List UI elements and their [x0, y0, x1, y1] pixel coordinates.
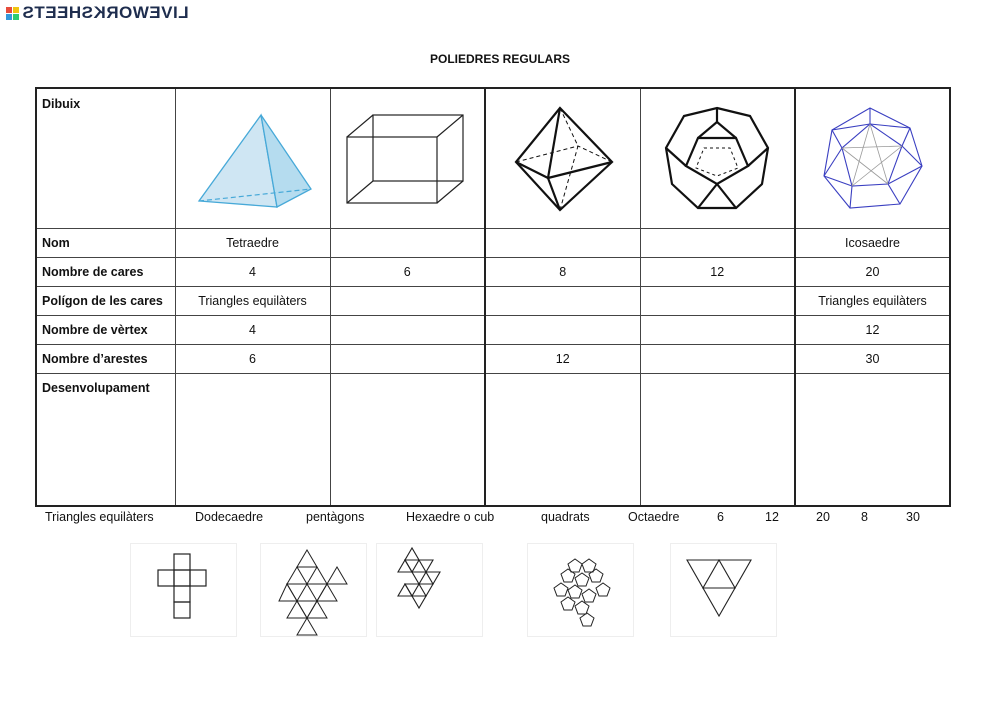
polygon-row: [36, 287, 950, 316]
edges-cell-5[interactable]: 30: [795, 345, 950, 374]
word-option[interactable]: 20: [816, 510, 830, 524]
vertices-row: [36, 316, 950, 345]
dodecahedron-cell: [640, 88, 795, 229]
dodecahedron-net-card[interactable]: [527, 543, 634, 637]
logo-text: LIVEWORKSHEETS: [22, 3, 189, 22]
name-cell-4[interactable]: [640, 229, 795, 258]
drawing-row: [36, 88, 950, 229]
word-option[interactable]: quadrats: [541, 510, 590, 524]
polygon-cell-3[interactable]: [485, 287, 640, 316]
word-option[interactable]: 12: [765, 510, 779, 524]
edges-label: Nombre d’arestes: [36, 345, 175, 374]
vertices-label: Nombre de vèrtex: [36, 316, 175, 345]
word-option[interactable]: Triangles equilàters: [45, 510, 154, 524]
net-drop-4[interactable]: [640, 374, 795, 507]
octahedron-net-icon: [377, 544, 482, 636]
polygon-cell-2[interactable]: [330, 287, 485, 316]
polygon-cell-4[interactable]: [640, 287, 795, 316]
icosahedron-cell: [795, 88, 950, 229]
word-option[interactable]: pentàgons: [306, 510, 365, 524]
name-cell-3[interactable]: [485, 229, 640, 258]
net-row: [36, 374, 950, 507]
tetrahedron-net-icon: [671, 544, 776, 636]
icosahedron-icon: [818, 104, 928, 214]
faces-cell-5[interactable]: 20: [795, 258, 950, 287]
dodecahedron-icon: [662, 104, 772, 214]
name-row: [36, 229, 950, 258]
word-option[interactable]: 30: [906, 510, 920, 524]
icosahedron-net-card[interactable]: [260, 543, 367, 637]
net-label: Desenvolupament: [36, 374, 175, 507]
icosahedron-net-icon: [261, 544, 366, 636]
polyhedra-table: [35, 87, 951, 507]
word-option[interactable]: 6: [717, 510, 724, 524]
dodecahedron-net-icon: [528, 544, 633, 636]
octahedron-net-card[interactable]: [376, 543, 483, 637]
faces-cell-3[interactable]: 8: [485, 258, 640, 287]
word-bank: [0, 510, 1000, 526]
faces-cell-2[interactable]: 6: [330, 258, 485, 287]
page-title: POLIEDRES REGULARS: [429, 52, 570, 66]
name-label: Nom: [36, 229, 175, 258]
vertices-cell-1[interactable]: 4: [175, 316, 330, 345]
edges-cell-1[interactable]: 6: [175, 345, 330, 374]
polygon-cell-5[interactable]: Triangles equilàters: [795, 287, 950, 316]
tetrahedron-cell: [175, 88, 330, 229]
faces-label: Nombre de cares: [36, 258, 175, 287]
tetrahedron-icon: [193, 109, 313, 209]
cube-icon: [337, 109, 477, 209]
edges-cell-2[interactable]: [330, 345, 485, 374]
word-option[interactable]: Dodecaedre: [195, 510, 264, 524]
edges-cell-3[interactable]: 12: [485, 345, 640, 374]
net-drop-5[interactable]: [795, 374, 950, 507]
octahedron-icon: [508, 104, 618, 214]
vertices-cell-3[interactable]: [485, 316, 640, 345]
name-cell-2[interactable]: [330, 229, 485, 258]
drawing-label: Dibuix: [36, 88, 175, 229]
polygon-cell-1[interactable]: Triangles equilàters: [175, 287, 330, 316]
logo-mark-icon: [6, 7, 19, 20]
liveworksheets-logo: [6, 4, 189, 22]
vertices-cell-2[interactable]: [330, 316, 485, 345]
word-option[interactable]: 8: [861, 510, 868, 524]
word-option[interactable]: Octaedre: [628, 510, 680, 524]
faces-row: [36, 258, 950, 287]
name-cell-1[interactable]: Tetraedre: [175, 229, 330, 258]
faces-cell-1[interactable]: 4: [175, 258, 330, 287]
cube-net-icon: [131, 544, 236, 636]
vertices-cell-5[interactable]: 12: [795, 316, 950, 345]
name-cell-5[interactable]: Icosaedre: [795, 229, 950, 258]
faces-cell-4[interactable]: 12: [640, 258, 795, 287]
octahedron-cell: [485, 88, 640, 229]
net-drop-1[interactable]: [175, 374, 330, 507]
edges-cell-4[interactable]: [640, 345, 795, 374]
edges-row: [36, 345, 950, 374]
net-drop-3[interactable]: [485, 374, 640, 507]
polygon-label: Polígon de les cares: [36, 287, 175, 316]
cube-cell: [330, 88, 485, 229]
vertices-cell-4[interactable]: [640, 316, 795, 345]
net-drop-2[interactable]: [330, 374, 485, 507]
word-option[interactable]: Hexaedre o cub: [406, 510, 495, 524]
tetrahedron-net-card[interactable]: [670, 543, 777, 637]
cube-net-card[interactable]: [130, 543, 237, 637]
